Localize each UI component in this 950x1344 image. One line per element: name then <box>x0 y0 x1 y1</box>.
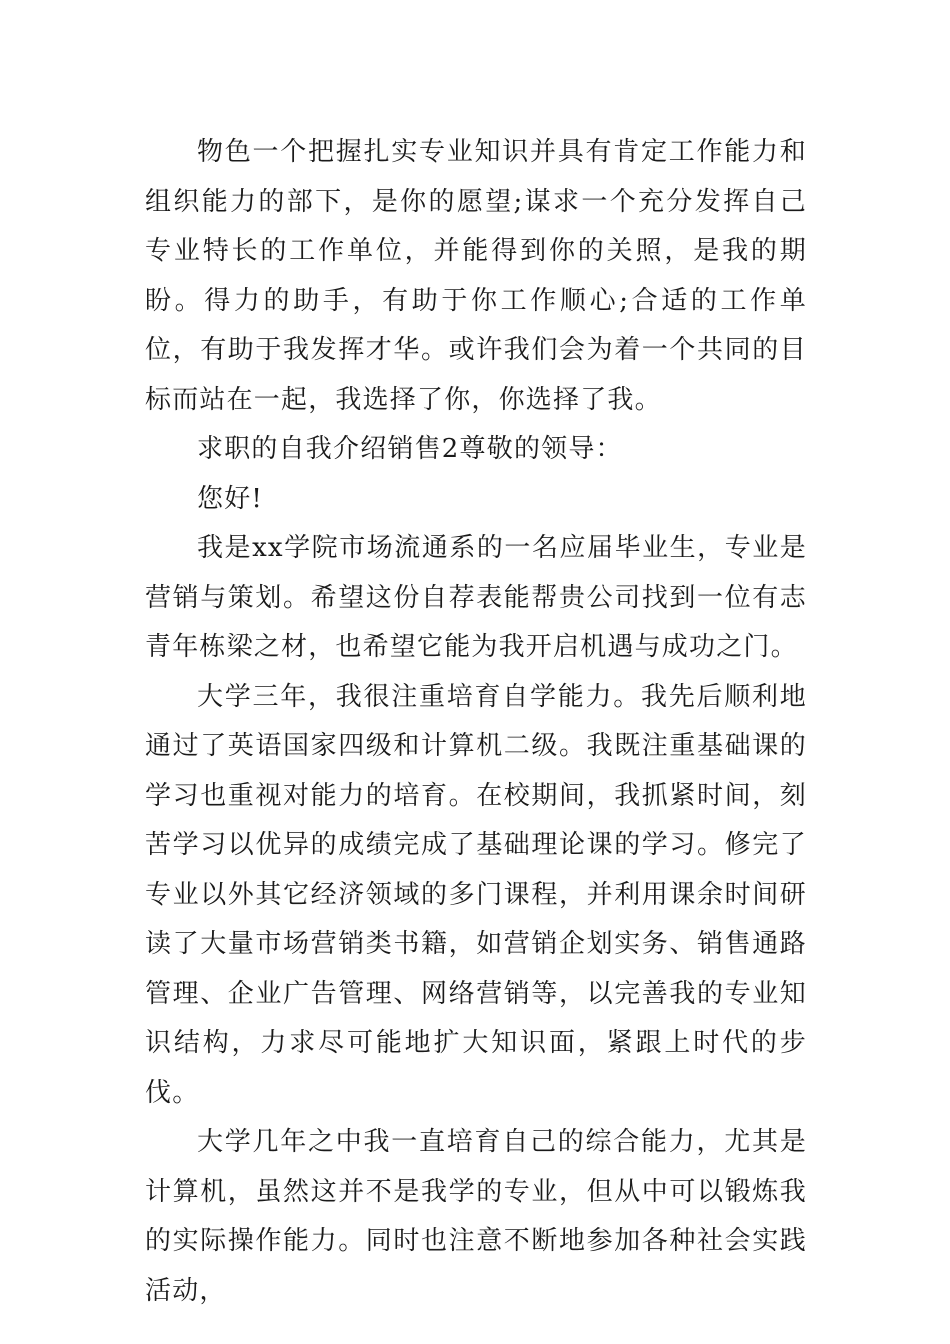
paragraph-intro: 物色一个把握扎实专业知识并具有肯定工作能力和组织能力的部下，是你的愿望;谋求一个充分发挥自己专业特长的工作单位，并能得到你的关照，是我的期盼。得力的助手，有助于你工作顺心;合适的工作单位，有助于我发挥才华。或许我们会为着一个共同的目标而站在一起，我选择了你，你选择了我。 <box>145 137 807 415</box>
paragraph-study-ability: 大学三年，我很注重培育自学能力。我先后顺利地通过了英语国家四级和计算机二级。我既注重基础课的学习也重视对能力的培育。在校期间，我抓紧时间，刻苦学习以优异的成绩完成了基础理论课的学习。修完了专业以外其它经济领域的多门课程，并利用课余时间研读了大量市场营销类书籍，如营销企划实务、销售通路管理、企业广告管理、网络营销等，以完善我的专业知识结构，力求尽可能地扩大知识面，紧跟上时代的步伐。 <box>145 681 807 1108</box>
paragraph-greeting: 您好! <box>197 483 264 514</box>
paragraph-heading-salutation: 求职的自我介绍销售2尊敬的领导： <box>197 434 623 464</box>
document-body <box>145 128 807 1316</box>
paragraph-comprehensive-ability: 大学几年之中我一直培育自己的综合能力，尤其是计算机，虽然这并不是我学的专业，但从中可以锻炼我的实际操作能力。同时也注意不断地参加各种社会实践活动， <box>145 1127 807 1306</box>
paragraph-self-introduction: 我是xx学院市场流通系的一名应届毕业生，专业是营销与策划。希望这份自荐表能帮贵公司找到一位有志青年栋梁之材，也希望它能为我开启机遇与成功之门。 <box>145 533 807 662</box>
